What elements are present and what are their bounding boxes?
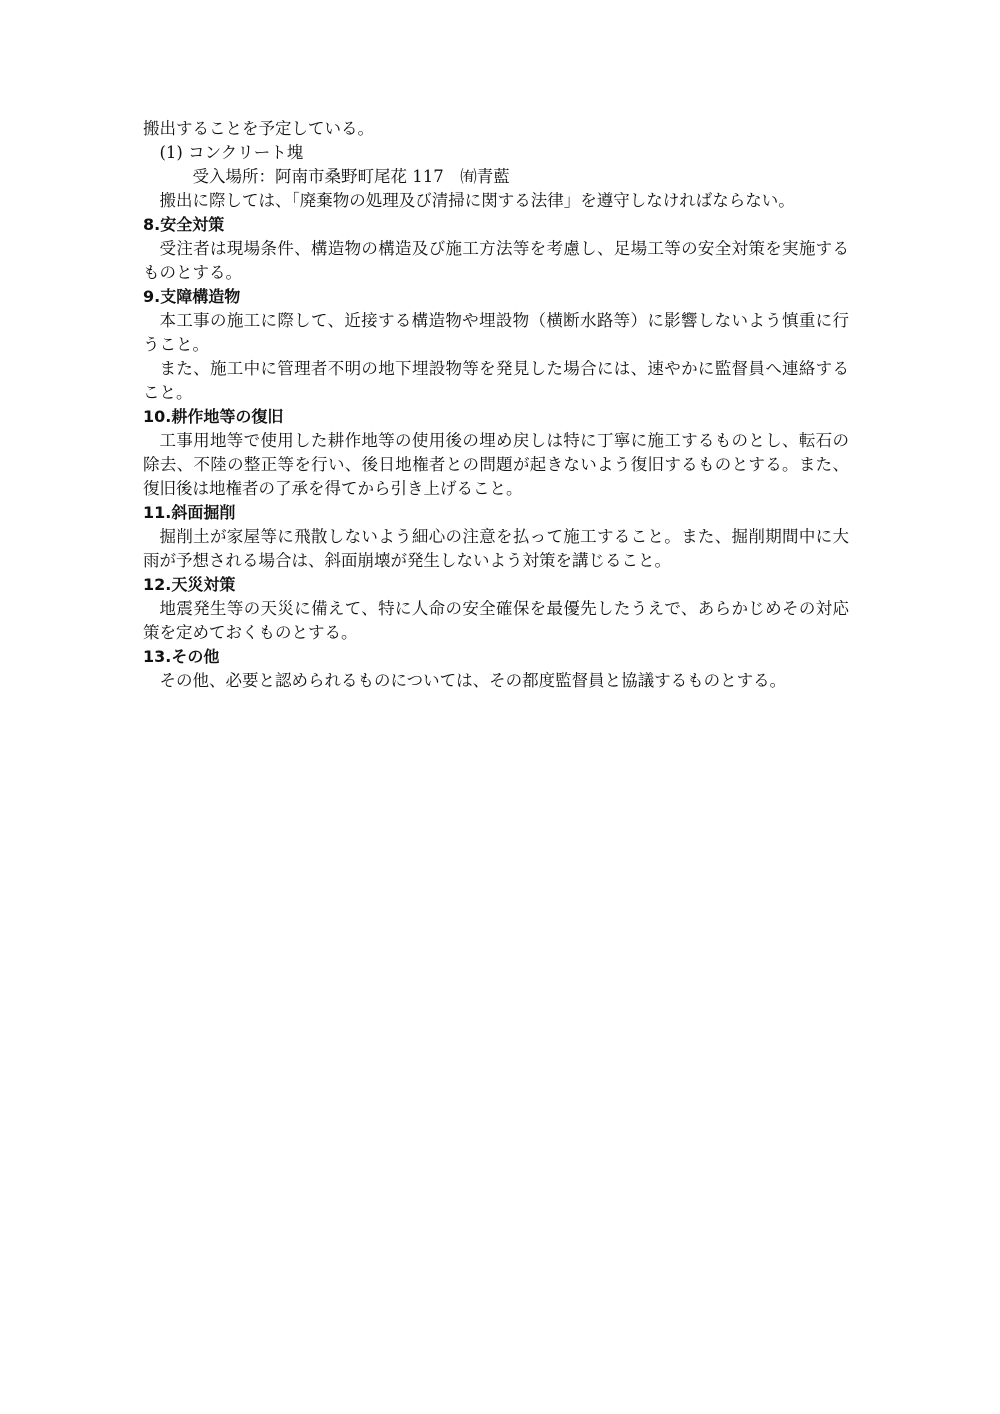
paragraph: また、施工中に管理者不明の地下埋設物等を発見した場合には、速やかに監督員へ連絡すること。: [143, 359, 850, 402]
section-heading-9: 9.支障構造物: [143, 287, 241, 306]
section-heading-11: 11.斜面掘削: [143, 503, 236, 522]
text-line: 搬出することを予定している。: [143, 119, 374, 138]
paragraph: 本工事の施工に際して、近接する構造物や埋設物（横断水路等）に影響しないよう慎重に行うこと。: [143, 311, 849, 354]
paragraph: 搬出に際しては、「廃棄物の処理及び清掃に関する法律」を遵守しなければならない。: [159, 191, 795, 210]
section-heading-13: 13.その他: [143, 647, 220, 666]
list-item-concrete: (1) コンクリート塊: [159, 143, 304, 162]
receiving-site-line: 受入場所：阿南市桑野町尾花 117 ㈲青藍: [192, 167, 510, 186]
paragraph: 工事用地等で使用した耕作地等の使用後の埋め戻しは特に丁寧に施工するものとし、転石の除去、不陸の整正等を行い、後日地権者との問題が起きないよう復旧するものとする。また、復旧後は地権者の了承を得てから引き上げること。: [143, 431, 850, 498]
section-heading-12: 12.天災対策: [143, 575, 236, 594]
section-heading-10: 10.耕作地等の復旧: [143, 407, 284, 426]
section-heading-8: 8.安全対策: [143, 215, 225, 234]
paragraph: その他、必要と認められるものについては、その都度監督員と協議するものとする。: [159, 671, 787, 690]
paragraph: 地震発生等の天災に備えて、特に人命の安全確保を最優先したうえで、あらかじめその対応策を定めておくものとする。: [143, 599, 849, 642]
paragraph: 掘削土が家屋等に飛散しないよう細心の注意を払って施工すること。また、掘削期間中に大雨が予想される場合は、斜面崩壊が発生しないよう対策を講じること。: [143, 527, 850, 570]
document-page: [143, 117, 849, 693]
paragraph: 受注者は現場条件、構造物の構造及び施工方法等を考慮し、足場工等の安全対策を実施するものとする。: [143, 239, 850, 282]
